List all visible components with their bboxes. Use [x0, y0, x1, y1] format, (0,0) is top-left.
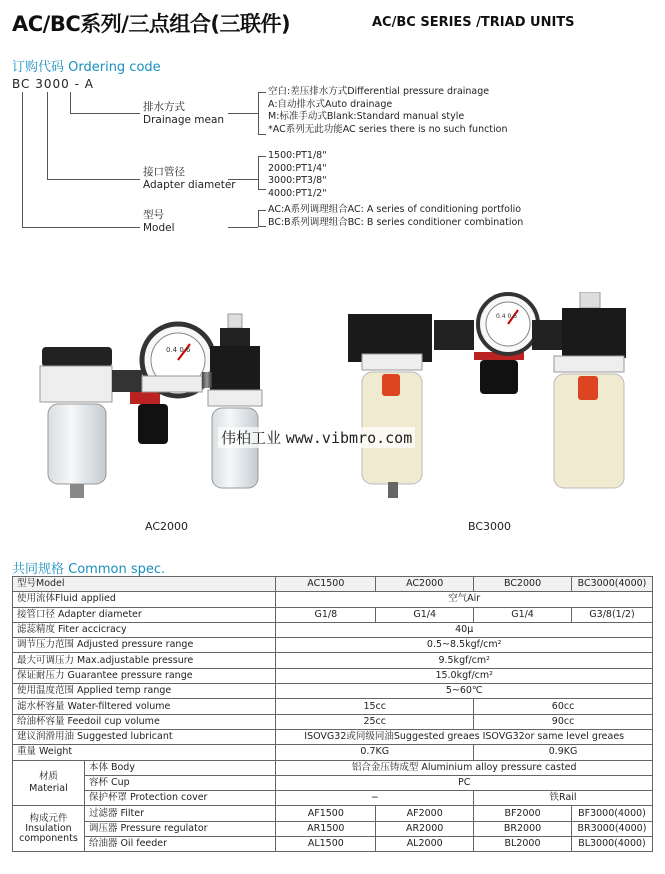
table-row [13, 577, 653, 592]
option-item: 2000:PT1/4" [268, 162, 327, 174]
table-cell: G1/4 [376, 607, 474, 622]
option-item: A:自动排水式Auto drainage [268, 98, 393, 110]
table-cell: 40μ [276, 622, 653, 637]
table-cell: 25cc [276, 714, 474, 729]
table-cell: − [276, 791, 474, 806]
row-label: 接管口径 Adapter diameter [13, 607, 276, 622]
option-item: 1500:PT1/8" [268, 150, 327, 161]
row-label: 使用温度范围 Applied temp range [13, 684, 276, 699]
table-row [13, 607, 653, 622]
table-row [13, 653, 653, 668]
table-cell: AL2000 [376, 837, 474, 852]
table-cell: 15.0kgf/cm² [276, 668, 653, 683]
adapter-options [268, 150, 327, 200]
ordering-code: BC 3000 - A [12, 77, 94, 91]
table-cell: AF1500 [276, 806, 376, 821]
table-cell: 0.7KG [276, 745, 474, 760]
table-cell: BF3000(4000) [571, 806, 652, 821]
row-label: 调压器 Pressure regulator [84, 821, 275, 836]
table-row [13, 806, 653, 821]
table-cell: AL1500 [276, 837, 376, 852]
svg-text:0.4 0.6: 0.4 0.6 [496, 313, 517, 320]
row-label: 保护杯罩 Protection cover [84, 791, 275, 806]
option-item: 4000:PT1/2" [268, 187, 327, 199]
table-cell: 铝合金压铸成型 Aluminium alloy pressure casted [276, 760, 653, 775]
table-cell: BC2000 [474, 577, 572, 592]
bc3000-product-image [342, 292, 634, 507]
row-label: 滤水杯容量 Water-filtered volume [13, 699, 276, 714]
row-label: 建议润滑用油 Suggested lubricant [13, 729, 276, 744]
ordering-section-title: 订购代码 Ordering code [12, 60, 161, 75]
table-cell: 15cc [276, 699, 474, 714]
table-cell: G3/8(1/2) [571, 607, 652, 622]
table-cell: ISOVG32或同级同油Suggested greaes ISOVG32or same level greaes [276, 729, 653, 744]
table-cell: G1/8 [276, 607, 376, 622]
watermark: 伟柏工业 www.vibmro.com [218, 427, 415, 448]
table-cell: G1/4 [474, 607, 572, 622]
table-row [13, 745, 653, 760]
row-label: 型号Model [13, 577, 276, 592]
page-title: AC/BC系列/三点组合(三联件) [12, 12, 291, 36]
table-row [13, 714, 653, 729]
table-cell: 90cc [474, 714, 653, 729]
row-label: 本体 Body [84, 760, 275, 775]
row-label: 最大可调压力 Max.adjustable pressure [13, 653, 276, 668]
table-row [13, 837, 653, 852]
model-label: 型号 Model [143, 209, 175, 234]
table-row [13, 821, 653, 836]
ac2000-caption: AC2000 [145, 520, 189, 533]
table-cell: 0.5~8.5kgf/cm² [276, 638, 653, 653]
table-row [13, 791, 653, 806]
table-cell: AC2000 [376, 577, 474, 592]
option-item: 空白:差压排水方式Differential pressure drainage [268, 86, 490, 97]
ac2000-product-image [30, 292, 280, 507]
spec-section-title: 共同规格 Common spec. [12, 562, 166, 577]
option-item: *AC系列无此功能AC series there is no such function [268, 123, 508, 135]
option-item: AC:A系列调理组合AC: A series of conditioning portfolio [268, 204, 522, 215]
page-subtitle: AC/BC SERIES /TRIAD UNITS [372, 15, 575, 30]
table-cell: BR2000 [474, 821, 572, 836]
table-row [13, 638, 653, 653]
option-item: M:标准手动式Blank:Standard manual style [268, 111, 465, 122]
svg-text:0.4 0.6: 0.4 0.6 [166, 346, 191, 354]
table-cell: BC3000(4000) [571, 577, 652, 592]
row-label: 给油器 Oil feeder [84, 837, 275, 852]
table-cell: BR3000(4000) [571, 821, 652, 836]
table-cell: AR1500 [276, 821, 376, 836]
row-label: 调节压力范围 Adjusted pressure range [13, 638, 276, 653]
table-cell: BF2000 [474, 806, 572, 821]
table-cell: BL3000(4000) [571, 837, 652, 852]
row-label: 过滤器 Filter [84, 806, 275, 821]
table-cell: PC [276, 775, 653, 790]
table-cell: 5~60℃ [276, 684, 653, 699]
row-label: 保证耐压力 Guarantee pressure range [13, 668, 276, 683]
spec-table [12, 576, 653, 852]
adapter-label: 接口管径 Adapter diameter [143, 166, 236, 191]
table-row [13, 760, 653, 775]
table-row [13, 622, 653, 637]
model-options [268, 204, 523, 229]
table-cell: 0.9KG [474, 745, 653, 760]
table-cell: BL2000 [474, 837, 572, 852]
table-cell: 9.5kgf/cm² [276, 653, 653, 668]
table-cell: 空气Air [276, 592, 653, 607]
table-cell: AR2000 [376, 821, 474, 836]
drainage-options [268, 86, 508, 136]
components-group-label: 构成元件 Insulation components [13, 806, 85, 852]
row-label: 使用流体Fluid applied [13, 592, 276, 607]
option-item: BC:B系列调理组合BC: B series conditioner combination [268, 216, 524, 228]
material-group-label: 材质 Material [13, 760, 85, 806]
table-row [13, 729, 653, 744]
row-label: 容杯 Cup [84, 775, 275, 790]
table-cell: AC1500 [276, 577, 376, 592]
drainage-label: 排水方式 Drainage mean [143, 101, 225, 126]
table-row [13, 684, 653, 699]
table-row [13, 775, 653, 790]
table-row [13, 699, 653, 714]
bc3000-caption: BC3000 [468, 520, 512, 533]
table-cell: 铁Rail [474, 791, 653, 806]
table-row [13, 592, 653, 607]
table-cell: AF2000 [376, 806, 474, 821]
table-row [13, 668, 653, 683]
row-label: 给油杯容量 Feedoil cup volume [13, 714, 276, 729]
table-cell: 60cc [474, 699, 653, 714]
row-label: 重量 Weight [13, 745, 276, 760]
option-item: 3000:PT3/8" [268, 175, 327, 186]
row-label: 滤蕊精度 Fiter accicracy [13, 622, 276, 637]
